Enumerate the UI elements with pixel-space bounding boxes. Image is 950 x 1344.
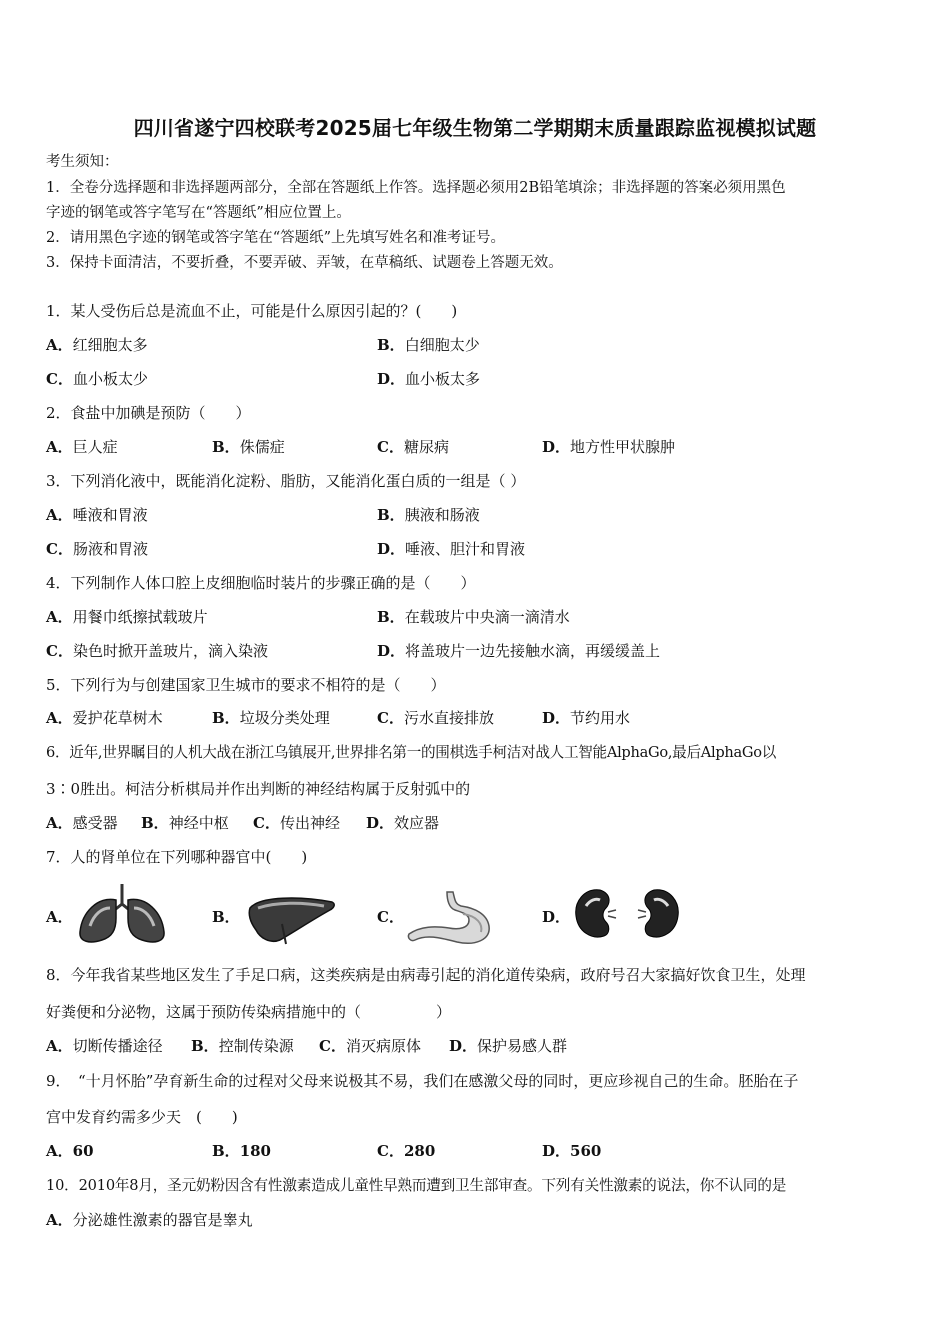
option-text: 控制传染源 bbox=[218, 1037, 294, 1055]
option-b[interactable] bbox=[212, 708, 330, 728]
option-d[interactable] bbox=[377, 641, 660, 661]
option-label: B． bbox=[212, 1142, 240, 1160]
option-text: 血小板太多 bbox=[405, 370, 481, 388]
option-d[interactable] bbox=[366, 813, 439, 833]
option-text: 消灭病原体 bbox=[345, 1037, 421, 1055]
organ-options bbox=[0, 880, 950, 950]
option-text: 巨人症 bbox=[72, 438, 118, 456]
option-a[interactable] bbox=[46, 437, 118, 457]
option-d[interactable] bbox=[542, 437, 675, 457]
option-text: 垃圾分类处理 bbox=[239, 709, 330, 727]
option-c[interactable] bbox=[253, 813, 340, 833]
option-label: A． bbox=[46, 336, 73, 354]
option-b[interactable] bbox=[377, 505, 480, 525]
option-label: B． bbox=[377, 336, 405, 354]
option-a[interactable] bbox=[46, 607, 208, 627]
option-label: D． bbox=[377, 370, 406, 388]
option-a[interactable] bbox=[46, 1141, 94, 1161]
option-text: 用餐巾纸擦拭载玻片 bbox=[72, 608, 208, 626]
option-text: 白细胞太少 bbox=[404, 336, 480, 354]
option-text: 感受器 bbox=[72, 814, 118, 832]
option-label: C． bbox=[377, 438, 404, 456]
option-b[interactable] bbox=[212, 437, 285, 457]
option-label: A． bbox=[46, 1211, 73, 1229]
option-label: D． bbox=[366, 814, 395, 832]
option-label: A． bbox=[46, 709, 73, 727]
page-title: 四川省遂宁四校联考2025届七年级生物第二学期期末质量跟踪监视模拟试题 bbox=[133, 116, 817, 140]
option-label: C． bbox=[377, 1142, 404, 1160]
option-label: B． bbox=[141, 814, 169, 832]
option-text: 唾液和胃液 bbox=[72, 506, 148, 524]
option-c[interactable] bbox=[46, 641, 268, 661]
question-stem-cont: 好粪便和分泌物，这属于预防传染病措施中的（ ） bbox=[46, 1003, 452, 1021]
question-stem: 8．今年我省某些地区发生了手足口病，这类疾病是由病毒引起的消化道传染病，政府号召大家搞好饮食卫生，处理 bbox=[46, 966, 806, 984]
option-label: D． bbox=[542, 709, 571, 727]
option-b[interactable] bbox=[212, 1141, 271, 1161]
question-stem-cont: 3∶0胜出。柯洁分析棋局并作出判断的神经结构属于反射弧中的 bbox=[46, 780, 471, 798]
option-a[interactable] bbox=[46, 813, 118, 833]
option-c[interactable] bbox=[46, 539, 148, 559]
option-text: 侏儒症 bbox=[239, 438, 285, 456]
option-text: 血小板太少 bbox=[72, 370, 148, 388]
option-a[interactable] bbox=[46, 708, 163, 728]
option-label: A． bbox=[46, 608, 73, 626]
option-text: 唾液、胆汁和胃液 bbox=[405, 540, 526, 558]
question-stem: 1．某人受伤后总是流血不止，可能是什么原因引起的？( ) bbox=[46, 302, 458, 320]
option-a[interactable] bbox=[46, 505, 148, 525]
option-label: A． bbox=[46, 506, 73, 524]
option-b[interactable] bbox=[377, 335, 480, 355]
option-d[interactable] bbox=[542, 1141, 601, 1161]
option-label: C． bbox=[46, 540, 73, 558]
option-a-label[interactable]: A． bbox=[46, 908, 73, 926]
option-d[interactable] bbox=[377, 369, 480, 389]
option-text: 280 bbox=[403, 1142, 436, 1160]
option-c[interactable] bbox=[319, 1036, 421, 1056]
option-text: 节约用水 bbox=[570, 709, 631, 727]
question-stem: 7．人的肾单位在下列哪种器官中( ) bbox=[46, 848, 308, 866]
option-label: A． bbox=[46, 1142, 73, 1160]
option-text: 切断传播途径 bbox=[72, 1037, 163, 1055]
option-label: A． bbox=[46, 1037, 73, 1055]
option-d[interactable] bbox=[377, 539, 525, 559]
option-text: 保护易感人群 bbox=[477, 1037, 568, 1055]
option-label: A． bbox=[46, 814, 73, 832]
option-text: 红细胞太多 bbox=[72, 336, 148, 354]
notice-line: 2．请用黑色字迹的钢笔或答字笔在“答题纸”上先填写姓名和准考证号。 bbox=[46, 230, 506, 246]
option-text: 180 bbox=[239, 1142, 271, 1160]
question-stem: 10．2010年8月，圣元奶粉因含有性激素造成儿童性早熟而遭到卫生部审查。下列有关性激素的说法，你不认同的是 bbox=[46, 1177, 787, 1194]
lungs-icon[interactable] bbox=[76, 882, 168, 946]
option-label: D． bbox=[542, 1142, 571, 1160]
option-text: 传出神经 bbox=[279, 814, 340, 832]
option-label: B． bbox=[191, 1037, 219, 1055]
option-d[interactable] bbox=[449, 1036, 567, 1056]
question-stem: 9． “十月怀胎”孕育新生命的过程对父母来说极其不易，我们在感激父母的同时，更应珍视自己的生命。胚胎在子 bbox=[46, 1072, 799, 1090]
option-text: 效应器 bbox=[394, 814, 440, 832]
option-a[interactable] bbox=[46, 1036, 163, 1056]
option-text: 560 bbox=[570, 1142, 602, 1160]
notice-line: 字迹的钢笔或答字笔写在“答题纸”相应位置上。 bbox=[46, 205, 351, 221]
option-label: D． bbox=[542, 438, 571, 456]
option-label: C． bbox=[46, 642, 73, 660]
option-text: 糖尿病 bbox=[403, 438, 449, 456]
option-text: 爱护花草树木 bbox=[72, 709, 163, 727]
option-text: 染色时掀开盖玻片，滴入染液 bbox=[72, 642, 268, 660]
option-c-label[interactable]: C． bbox=[377, 908, 404, 926]
question-stem: 3．下列消化液中，既能消化淀粉、脂肪，又能消化蛋白质的一组是（ ） bbox=[46, 472, 526, 490]
option-label: D． bbox=[377, 642, 406, 660]
option-a[interactable] bbox=[46, 1210, 253, 1230]
option-b[interactable] bbox=[191, 1036, 294, 1056]
notice-line: 1．全卷分选择题和非选择题两部分，全部在答题纸上作答。选择题必须用2B铅笔填涂；非选择题的答案必须用黑色 bbox=[46, 180, 786, 196]
kidneys-icon[interactable] bbox=[572, 886, 682, 942]
option-label: D． bbox=[377, 540, 406, 558]
option-label: B． bbox=[212, 438, 240, 456]
option-label: C． bbox=[319, 1037, 346, 1055]
option-text: 将盖玻片一边先接触水滴，再缓缓盖上 bbox=[405, 642, 661, 660]
option-b[interactable] bbox=[377, 607, 570, 627]
option-b-label[interactable]: B． bbox=[212, 908, 240, 926]
option-text: 神经中枢 bbox=[168, 814, 229, 832]
question-stem-cont: 宫中发育约需多少天 ( ) bbox=[46, 1108, 238, 1126]
notice-heading: 考生须知： bbox=[46, 154, 119, 170]
option-text: 肠液和胃液 bbox=[72, 540, 148, 558]
question-stem: 4．下列制作人体口腔上皮细胞临时装片的步骤正确的是（ ） bbox=[46, 574, 476, 592]
question-stem: 6．近年,世界瞩目的人机大战在浙江乌镇展开,世界排名第一的围棋选手柯洁对战人工智能AlphaGo,最后AlphaGo以 bbox=[46, 744, 777, 761]
option-text: 污水直接排放 bbox=[403, 709, 494, 727]
option-c[interactable] bbox=[377, 708, 494, 728]
option-label: D． bbox=[449, 1037, 478, 1055]
liver-icon[interactable] bbox=[246, 894, 338, 946]
option-label: B． bbox=[212, 709, 240, 727]
option-text: 分泌雄性激素的器官是睾丸 bbox=[72, 1211, 253, 1229]
notice-line: 3．保持卡面清洁，不要折叠，不要弄破、弄皱，在草稿纸、试题卷上答题无效。 bbox=[46, 255, 563, 271]
option-c[interactable] bbox=[377, 437, 449, 457]
question-stem: 5．下列行为与创建国家卫生城市的要求不相符的是（ ） bbox=[46, 676, 446, 694]
option-label: A． bbox=[46, 438, 73, 456]
option-d[interactable] bbox=[542, 708, 630, 728]
option-d-label[interactable]: D． bbox=[542, 908, 571, 926]
option-label: C． bbox=[253, 814, 280, 832]
option-b[interactable] bbox=[141, 813, 229, 833]
option-text: 在载玻片中央滴一滴清水 bbox=[404, 608, 570, 626]
option-a[interactable] bbox=[46, 335, 148, 355]
option-label: C． bbox=[46, 370, 73, 388]
question-stem: 2．食盐中加碘是预防（ ） bbox=[46, 404, 251, 422]
option-text: 胰液和肠液 bbox=[404, 506, 480, 524]
option-text: 60 bbox=[72, 1142, 94, 1160]
option-label: C． bbox=[377, 709, 404, 727]
option-text: 地方性甲状腺肿 bbox=[570, 438, 676, 456]
option-c[interactable] bbox=[377, 1141, 435, 1161]
option-label: B． bbox=[377, 506, 405, 524]
stomach-icon[interactable] bbox=[405, 890, 495, 948]
option-c[interactable] bbox=[46, 369, 148, 389]
option-label: B． bbox=[377, 608, 405, 626]
